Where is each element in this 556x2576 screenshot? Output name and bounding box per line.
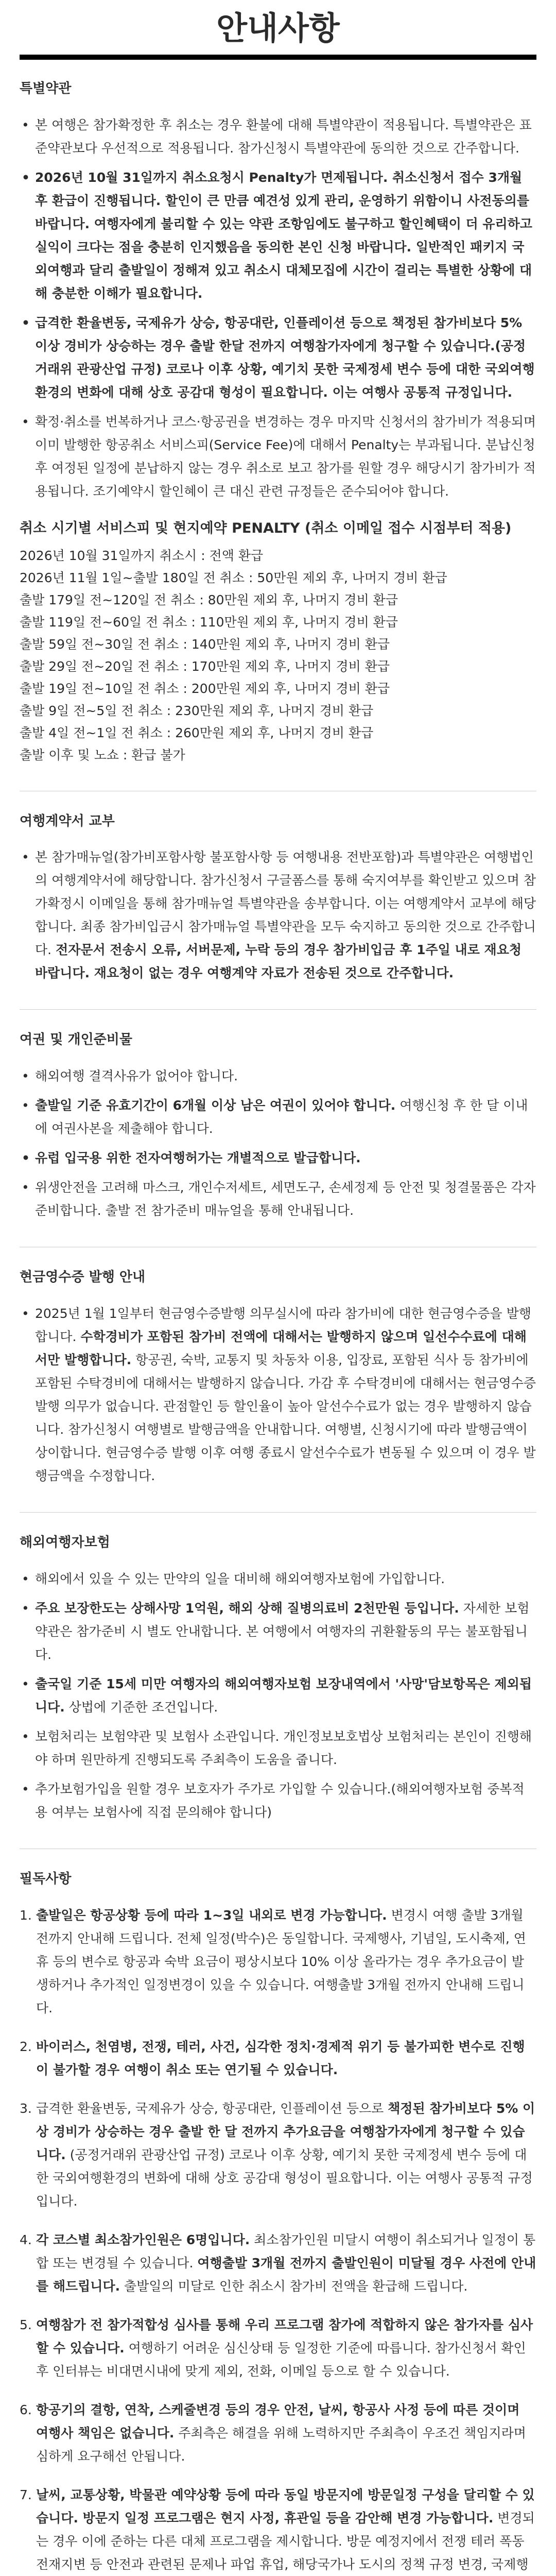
- numbered-item: [20, 2035, 536, 2081]
- bullet-text-bold: 전자문서 전송시 오류, 서버문제, 누락 등의 경우 참가비입금 후 1주일 내로 재요청 바랍니다. 재요청이 없는 경우 여행계약 자료가 전송된 것으로 간주합니다.: [35, 942, 522, 981]
- required-section: [20, 1871, 536, 2576]
- bullet-text: 해외에서 있을 수 있는 만약의 일을 대비해 해외여행자보험에 가입합니다.: [35, 1571, 445, 1586]
- receipt-section: [20, 1269, 536, 1487]
- penalty-schedule-row: 출발 179일 전~120일 전 취소 : 80만원 제외 후, 나머지 경비 환급: [20, 592, 398, 607]
- bullet-text: 확정·취소를 번복하거나 코스·항공권을 변경하는 경우 마지막 신청서의 참가비가 적용되며 이미 발행한 항공취소 서비스피(Service Fee)에 대해서 Penalty는 부과됩니다. 분납신청 후 여정된 일정에 분납하지 않는 경우 취소로 보고 참가를 원할 경우 해당시기 참가비가 적용됩니다. 조기예약시 할인혜이 큰 대신 관련 규정들은 준수되어야 합니다.: [35, 414, 536, 499]
- passport-list: [20, 1064, 536, 1222]
- notice-page: [0, 9, 556, 2576]
- title-rule: [20, 55, 536, 60]
- bullet-text: 자세한 보험약관은 참가준비 시 별도 안내합니다. 본 여행에서 여행자의 귀환활동의 무는 불포함됩니다.: [35, 1600, 530, 1662]
- numbered-item: [20, 2228, 536, 2298]
- numbered-item: [20, 1904, 536, 2020]
- section-title-passport: 여권 및 개인준비물: [20, 1032, 133, 1048]
- penalty-schedule-row: 2026년 11월 1일~출발 180일 전 취소 : 50만원 제외 후, 나머지 경비 환급: [20, 570, 447, 585]
- item-number: 4.: [20, 2232, 32, 2247]
- item-number: 1.: [20, 1907, 32, 1923]
- list-item: [20, 311, 536, 404]
- numbered-item: [20, 2483, 536, 2576]
- insurance-section: [20, 1534, 536, 1824]
- item-number: 2.: [20, 2039, 32, 2054]
- bullet-text: 위생안전을 고려해 마스크, 개인수저세트, 세면도구, 손세정제 등 안전 및 청결물품은 각자 준비합니다. 출발 전 참가준비 매뉴얼을 통해 안내됩니다.: [35, 1180, 536, 1218]
- item-text: 출발일의 미달로 인한 취소시 참가비 전액을 환급해 드립니다.: [120, 2278, 468, 2294]
- list-item: [20, 845, 536, 985]
- item-text: 급격한 환율변동, 국제유가 상승, 항공대란, 인플레이션 등으로: [36, 2100, 388, 2116]
- passport-section: [20, 1031, 536, 1222]
- insurance-list: [20, 1567, 536, 1824]
- item-number: 6.: [20, 2402, 32, 2417]
- bullet-text: 유럽 입국용 위한 전자여행허가는 개별적으로 발급합니다.: [35, 1150, 361, 1166]
- penalty-schedule-row: 출발 119일 전~60일 전 취소 : 110만원 제외 후, 나머지 경비 환급: [20, 614, 398, 630]
- item-text: 변경시 여행 출발 3개월 전까지 안내해 드립니다. 전체 일정(박수)은 동일합니다. 국제행사, 기념일, 도시축제, 연휴 등의 변수로 항공과 숙박 요금이 평상시보다 10% 이상 올라가는 경우 추가요금이 발생하거나 추가적인 일정변경이 있을 수 있습니다. 여행출발 3개월 전까지 안내해 드립니다.: [36, 1907, 526, 2015]
- bullet-text: 해외여행 결격사유가 없어야 합니다.: [35, 1069, 238, 1084]
- bullet-text-bold: 주요 보장한도는 상해사망 1억원, 해외 상해 질병의료비 2천만원 등입니다.: [35, 1600, 459, 1616]
- list-item: [20, 1146, 536, 1170]
- bullet-text-bold: 수학경비가 포함된 참가비 전액에 대해서는 발행하지 않으며 일선수수료에 대해서만 발행합니다.: [35, 1329, 527, 1368]
- item-text: 여행하기 어려운 심신상태 등 일정한 기준에 따릅니다. 참가신청서 확인 후 인터뷰는 비대면시내에 맞게 제외, 전화, 이메일 등으로 할 수 있습니다.: [36, 2340, 526, 2379]
- page-title: 안내사항: [216, 9, 340, 47]
- section-title-contract: 여행계약서 교부: [20, 813, 115, 829]
- list-item: [20, 410, 536, 503]
- item-text-bold: 책정된 참가비보다 5% 이상 경비가 상승하는 경우 출발 한 달 전까지 추가요금을 여행참가자에게 청구할 수 있습니다.: [36, 2100, 535, 2162]
- penalty-schedule-row: 출발 이후 및 노쇼 : 환급 불가: [20, 747, 185, 762]
- list-item: [20, 113, 536, 160]
- list-item: [20, 1777, 536, 1824]
- contract-section: [20, 813, 536, 985]
- list-item: [20, 1094, 536, 1140]
- receipt-list: [20, 1302, 536, 1487]
- penalty-schedule-row: 출발 19일 전~10일 전 취소 : 200만원 제외 후, 나머지 경비 환급: [20, 681, 390, 696]
- item-text-bold: 여행출발 3개월 전까지 출발인원이 미달될 경우 사전에 안내를 해드립니다.: [36, 2255, 536, 2294]
- list-item: [20, 1176, 536, 1222]
- list-item: [20, 1302, 536, 1487]
- bullet-text: 본 여행은 참가확정한 후 취소는 경우 환불에 대해 특별약관이 적용됩니다. 특별약관은 표준약관보다 우선적으로 적용됩니다. 참가신청시 특별약관에 동의한 것으로 간주합니다.: [35, 117, 532, 156]
- item-text: 주최측은 해결을 위해 노력하지만 주최측이 우조건 책임지라며 심하게 요구해선 안됩니다.: [36, 2425, 526, 2464]
- list-item: [20, 1725, 536, 1771]
- penalty-schedule-title: 취소 시기별 서비스피 및 현지예약 PENALTY (취소 이메일 접수 시점부터 적용): [20, 520, 512, 537]
- item-text-bold: 바이러스, 천염병, 전쟁, 테러, 사건, 심각한 정치·경제적 위기 등 불가피한 변수로 진행이 불가할 경우 여행이 취소 또는 연기될 수 있습니다.: [36, 2039, 525, 2077]
- item-text-bold: 출발일은 항공상황 등에 따라 1~3일 내외로 변경 가능합니다.: [36, 1907, 387, 1923]
- item-text: 변경되는 경우 이에 준하는 다른 대체 프로그램을 제시합니다. 방문 예정지에서 전쟁 테러 폭동 전재지변 등 안전과 관련된 문제나 파업 휴업, 해당국가나 도시의 정책 규정 변경, 국제행: [36, 2510, 535, 2572]
- list-item: [20, 1567, 536, 1590]
- list-item: [20, 1672, 536, 1719]
- list-item: [20, 1597, 536, 1666]
- penalty-schedule-row: 출발 29일 전~20일 전 취소 : 170만원 제외 후, 나머지 경비 환급: [20, 658, 390, 674]
- item-text: (공정거래위 관광산업 규정) 코로나 이후 상황, 예기치 못한 국제정세 변수 등에 대한 국외여행환경의 변화에 대해 상호 공감대 형성이 필요합니다. 이는 여행사 공통적 규정입니다.: [36, 2147, 533, 2209]
- required-list: [20, 1904, 536, 2576]
- list-item: [20, 166, 536, 305]
- bullet-text: 2025년 1월 1일부터 현금영수증발행 의무실시에 따라 참가비에 대한 현금영수증을 발행합니다.: [35, 1306, 531, 1345]
- item-text-bold: 각 코스별 최소참가인원은 6명입니다.: [36, 2232, 250, 2247]
- bullet-text-bold: 출국일 기준 15세 미만 여행자의 해외여행자보험 보장내역에서 '사망'담보항목은 제외됩니다.: [35, 1676, 532, 1715]
- penalty-schedule-row: 출발 4일 전~1일 전 취소 : 260만원 제외 후, 나머지 경비 환급: [20, 725, 374, 740]
- item-text-bold: 여행참가 전 참가적합성 심사를 통해 우리 프로그램 참가에 적합하지 않은 참가자를 심사할 수 있습니다.: [36, 2317, 533, 2355]
- bullet-text: 보험처리는 보험약관 및 보험사 소관입니다. 개인정보보호법상 보험처리는 본인이 진행해야 하며 원만하게 진행되도록 주최측이 도움을 줍니다.: [35, 1728, 532, 1767]
- section-title-insurance: 해외여행자보험: [20, 1535, 110, 1551]
- bullet-text: 여행신청 후 한 달 이내에 여권사본을 제출해야 합니다.: [35, 1098, 528, 1137]
- contract-list: [20, 845, 536, 985]
- section-title-receipt: 현금영수증 발행 안내: [20, 1269, 146, 1285]
- bullet-text: 항공권, 숙박, 교통지 및 차동차 이용, 입장료, 포함된 식사 등 참가비에 포함된 수탁경비에 대해서는 발행하지 않습니다. 가감 후 수탁경비에 대해서는 현금영수증 발행 의무가 없습니다. 관점할인 등 할인율이 높아 알선수수료가 없는 경우 발행하지 않습니다. 참가신청시 여행별로 발행금액을 안내합니다. 여행별, 신청시기에 따라 발행금액이 상이합니다. 현금영수증 발행 이후 여행 종료시 알선수수료가 변동될 수 있으며 이 경우 발행금액을 수정합니다.: [35, 1352, 536, 1484]
- penalty-schedule-row: 출발 59일 전~30일 전 취소 : 140만원 제외 후, 나머지 경비 환급: [20, 636, 390, 652]
- section-divider: [20, 1512, 536, 1513]
- section-title-special: 특별약관: [20, 81, 72, 97]
- bullet-text: 상법에 기준한 조건입니다.: [64, 1699, 218, 1715]
- section-title-required: 필독사항: [20, 1871, 72, 1887]
- bullet-text: 본 참가매뉴얼(참가비포함사항 불포함사항 등 여행내용 전반포함)과 특별약관은 여행법인의 여행계약서에 해당합니다. 참가신청서 구글폼스를 통해 숙지여부를 확인받고 있으며 참가확정시 이메일을 통해 참가매뉴얼 특별약관을 송부합니다. 이는 여행계약서 교부에 해당합니다. 최종 참가비입금시 참가매뉴얼 특별약관을 모두 숙지하고 동의한 것으로 간주합니다.: [35, 850, 536, 958]
- list-item: [20, 1064, 536, 1088]
- item-number: 5.: [20, 2317, 32, 2332]
- numbered-item: [20, 2313, 536, 2383]
- item-text-bold: 날씨, 교통상황, 박물관 예약상황 등에 따라 동일 방문지에 방문일정 구성을 달리할 수 있습니다. 방문지 일정 프로그램은 현지 사정, 휴관일 등을 감안해 변경 가능합니다.: [36, 2487, 535, 2526]
- bullet-text: 추가보험가입을 원할 경우 보호자가 주가로 가입할 수 있습니다.(해외여행자보험 중복적용 여부는 보험사에 직접 문의해야 합니다): [35, 1781, 525, 1820]
- item-text: 최소참가인원 미달시 여행이 취소되거나 일정이 통합 또는 변경될 수 있습니다.: [36, 2232, 536, 2270]
- numbered-item: [20, 2398, 536, 2468]
- bullet-text: 2026년 10월 31일까지 취소요청시 Penalty가 면제됩니다. 취소신청서 접수 3개월 후 환급이 진행됩니다. 할인이 큰 만큼 예견성 있게 관리, 운영하기 위함이니 사전동의를 바랍니다. 여행자에게 불리할 수 있는 약관 조항임에도 불구하고 할인혜택이 더 유리하고 실익이 크다는 점을 충분히 인지했음을 동의한 본인 신청 바랍니다. 일반적인 패키지 국외여행과 달리 출발일이 정해져 있고 취소시 대체모집에 시간이 걸리는 특별한 상황에 대해 충분한 이해가 필요합니다.: [35, 170, 532, 301]
- item-text-bold: 항공기의 결항, 연착, 스케줄변경 등의 경우 안전, 날씨, 항공사 사정 등에 따른 것이며 여행사 책임은 없습니다.: [36, 2402, 520, 2441]
- special-terms-list: [20, 113, 536, 503]
- special-terms-section: [20, 80, 536, 766]
- bullet-text: 급격한 환율변동, 국제유가 상승, 항공대란, 인플레이션 등으로 책정된 참가비보다 5% 이상 경비가 상승하는 경우 출발 한달 전까지 여행참가자에게 청구할 수 있습니다.(공정거래위 관광산업 규정) 코로나 이후 상황, 예기치 못한 국제정세 변수 등에 대한 국외여행환경의 변화에 대해 상호 공감대 형성이 필요합니다. 이는 여행사 공통적 규정입니다.: [35, 315, 535, 400]
- penalty-schedule-row: 2026년 10월 31일까지 취소시 : 전액 환급: [20, 548, 264, 563]
- bullet-text-bold: 출발일 기준 유효기간이 6개월 이상 남은 여권이 있어야 합니다.: [35, 1098, 396, 1113]
- numbered-item: [20, 2097, 536, 2213]
- penalty-schedule-row: 출발 9일 전~5일 전 취소 : 230만원 제외 후, 나머지 경비 환급: [20, 703, 374, 718]
- section-divider: [20, 1009, 536, 1010]
- item-number: 7.: [20, 2487, 32, 2502]
- item-number: 3.: [20, 2100, 32, 2116]
